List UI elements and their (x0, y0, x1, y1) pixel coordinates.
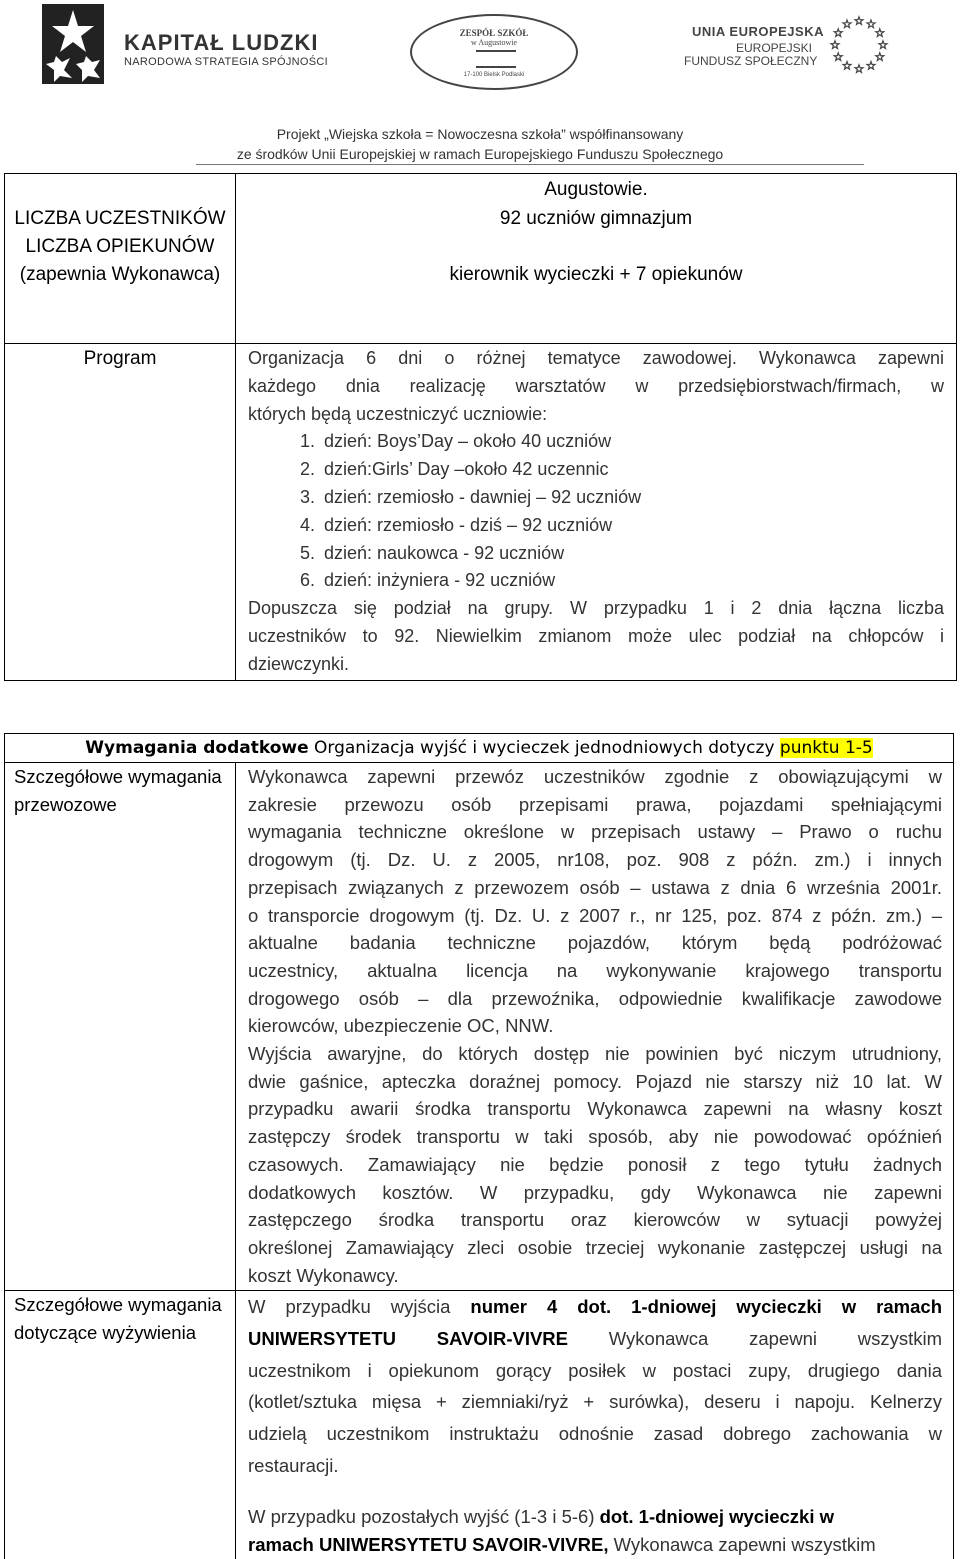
kapital-ludzki-title: KAPITAŁ LUDZKI (124, 30, 319, 55)
transport-line: wymagania techniczne określone w przepisach ustawy – Prawo o ruchu (248, 821, 942, 843)
program-intro-line2: każdego dnia realizację warsztatów w przedsiębiorstwach/firmach, w (248, 375, 944, 396)
kapital-ludzki-subtitle: NARODOWA STRATEGIA SPÓJNOŚCI (124, 56, 328, 68)
project-title-line1: Projekt „Wiejska szkoła = Nowoczesna szkoła” współfinansowany (276, 126, 684, 142)
eu-star-icon (843, 62, 851, 70)
eu-star-icon (867, 20, 875, 28)
program-days-list (248, 428, 944, 595)
eu-stars-icon (828, 14, 890, 76)
eu-title: UNIA EUROPEJSKA (692, 24, 824, 39)
program-day: 6. dzień: inżyniera - 92 uczniów (320, 567, 944, 595)
program-intro-line1: Organizacja 6 dni o różnej tematyce zawodowej. Wykonawca zapewni (248, 348, 944, 368)
program-content (248, 345, 944, 679)
transport-line: określonej Zamawiający zleci osobie trzeciej wykonanie zastępczej usługi na (248, 1236, 942, 1258)
food-line2-a: UNIWERSYTETU SAVOIR-VIVRE (248, 1327, 568, 1349)
eu-star-icon (876, 53, 884, 61)
transport-line: drogowym (tj. Dz. U. z 2005, nr108, poz. 908 z późn. zm.) i innych (248, 849, 942, 871)
food-line2 (248, 1323, 942, 1355)
eu-line3: FUNDUSZ SPOŁECZNY (684, 54, 818, 68)
eu-star-icon (855, 17, 863, 25)
eu-star-icon (867, 62, 875, 70)
eu-line2: EUROPEJSKI (736, 41, 813, 55)
table1-border-middle (4, 343, 957, 344)
program-note-line1: Dopuszcza się podział na grupy. W przypadku 1 i 2 dnia łączna liczba (248, 598, 944, 619)
seal-line1: ZESPÓŁ SZKÓŁ (459, 28, 529, 38)
transport-line: zastępczy środek transportu w taki sposób, aby nie powodować opóźnień (248, 1126, 942, 1148)
food-line2-b: Wykonawca zapewni wszystkim (568, 1327, 942, 1349)
table2-border-right (953, 733, 954, 1559)
transport-requirements (248, 763, 942, 1289)
program-day: 3. dzień: rzemiosło - dawniej – 92 uczniów (320, 484, 944, 512)
header-text: Organizacja wyjść i wycieczek jednodniowych dotyczy (308, 738, 780, 758)
school-seal (410, 14, 578, 90)
table2-header (5, 734, 953, 762)
transport-line: przypadku awarii środka transportu Wykonawca zapewni na własny koszt (248, 1098, 942, 1120)
transport-line: zastępczego środka transportu oraz kierowców w sytuacji powyżej (248, 1209, 942, 1231)
guardians-count: kierownik wycieczki + 7 opiekunów (449, 264, 743, 285)
food-requirements (248, 1291, 942, 1482)
transport-label: Szczegółowe wymagania przewozowe (14, 766, 222, 815)
program-note-line2: uczestników to 92. Niewielkim zmianom może ulec podział na chłopców i (248, 625, 944, 646)
transport-line: dwie gaśnice, apteczka doraźnej pomocy. Pojazd nie starszy niż 10 lat. W (248, 1070, 942, 1092)
transport-line: drogowego osób – dla przewoźnika, odpowiednie kwalifikacje zawodowe (248, 987, 942, 1009)
kapital-ludzki-logo-icon (42, 4, 104, 84)
table2-border-column (235, 762, 236, 1559)
table1-border-bottom (4, 680, 957, 681)
program-day: 5. dzień: naukowca - 92 uczniów (320, 540, 944, 568)
table1-border-right (956, 173, 957, 681)
program-intro-line3: których będą uczestniczyć uczniowie: (248, 403, 548, 424)
transport-line: uczestnicy, aktualna licencja na wykonywanie krajowego transportu (248, 959, 942, 981)
food-label: Szczegółowe wymagania dotyczące wyżywienia (14, 1294, 222, 1343)
transport-line: dodatkowych kosztów. W przypadku, gdy Wykonawca nie zapewni (248, 1181, 942, 1203)
eu-star-icon (834, 29, 842, 37)
transport-line: przepisach związanych z przewozem osób – ustawa z dnia 6 września 2001r. (248, 876, 942, 898)
food-line: (kotlet/sztuka mięsa + ziemniaki/ryż + surówka), deseru i napoju. Kelnerzy (248, 1391, 942, 1413)
table1-border-top (4, 173, 957, 174)
other-line1-a: W przypadku pozostałych wyjść (1-3 i 5-6) (248, 1506, 600, 1527)
transport-line: aktualne badania techniczne pojazdów, którym będą podróżować (248, 932, 942, 954)
seal-line3: 17-100 Bielsk Podlaski (463, 72, 525, 78)
program-day: 1. dzień: Boys’Day – około 40 uczniów (320, 428, 944, 456)
other-line2 (248, 1531, 942, 1559)
table1-border-column (235, 173, 236, 681)
transport-line: czasowych. Zamawiający nie będzie ponosił z tego tytułu żadnych (248, 1153, 942, 1175)
transport-line: kierowców, ubezpieczenie OC, NNW. (248, 1015, 554, 1037)
program-day: 2. dzień:Girls’ Day –około 42 uczennic (320, 456, 944, 484)
other-line2-b: Wykonawca zapewni wszystkim (608, 1533, 876, 1555)
location-tail: Augustowie. (544, 179, 648, 200)
header-bold: Wymagania dodatkowe (85, 738, 309, 758)
header-divider (196, 164, 864, 165)
transport-line: koszt Wykonawcy. (248, 1264, 399, 1286)
other-trips-requirements (248, 1503, 942, 1558)
program-note-line3: dziewczynki. (248, 653, 350, 674)
eu-star-icon (855, 65, 863, 73)
food-line: udzielą uczestnikom instruktażu odnośnie zasad dobrego zachowania w (248, 1423, 942, 1445)
food-line: restauracji. (248, 1454, 339, 1476)
eu-star-icon (876, 29, 884, 37)
project-title-line2: ze środków Unii Europejskiej w ramach Europejskiego Funduszu Społecznego (236, 146, 724, 162)
eu-star-icon (834, 53, 842, 61)
header-highlight: punktu 1-5 (779, 738, 873, 758)
food-line: uczestnikom i opiekunom gorący posiłek w postaci zupy, drugiego dania (248, 1359, 942, 1381)
book-icon (476, 50, 516, 68)
participants-label: LICZBA UCZESTNIKÓW LICZBA OPIEKUNÓW (zapewnia Wykonawca) (14, 208, 226, 285)
program-label: Program (83, 348, 157, 369)
transport-line: zakresie przewozu osób przepisami prawa, pojazdami spełniającymi (248, 793, 942, 815)
program-day: 4. dzień: rzemiosło - dziś – 92 uczniów (320, 512, 944, 540)
transport-line: o transporcie drogowym (tj. Dz. U. z 2007 r., nr 125, poz. 874 z późn. zm.) – (248, 904, 942, 926)
seal-line2: w Augustowie (471, 38, 517, 47)
other-line1-b: dot. 1-dniowej wycieczki w (599, 1506, 835, 1527)
eu-star-icon (879, 41, 887, 49)
eu-star-icon (831, 41, 839, 49)
table2-border-left (4, 733, 5, 1559)
transport-line: Wyjścia awaryjne, do których dostęp nie powinien być niczym utrudniony, (248, 1043, 942, 1065)
other-line1 (248, 1503, 942, 1531)
other-line2-a: ramach UNIWERSYTETU SAVOIR-VIVRE, (248, 1533, 609, 1555)
food-line1-a: W przypadku wyjścia (248, 1296, 471, 1317)
students-count: 92 uczniów gimnazjum (499, 208, 693, 229)
eu-star-icon (843, 20, 851, 28)
document-header (0, 0, 960, 170)
transport-line: Wykonawca zapewni przewóz uczestników zgodnie z obowiązującymi w (248, 766, 942, 787)
food-line1-b: numer 4 dot. 1-dniowej wycieczki w ramach (470, 1296, 942, 1317)
food-line1 (248, 1291, 942, 1323)
